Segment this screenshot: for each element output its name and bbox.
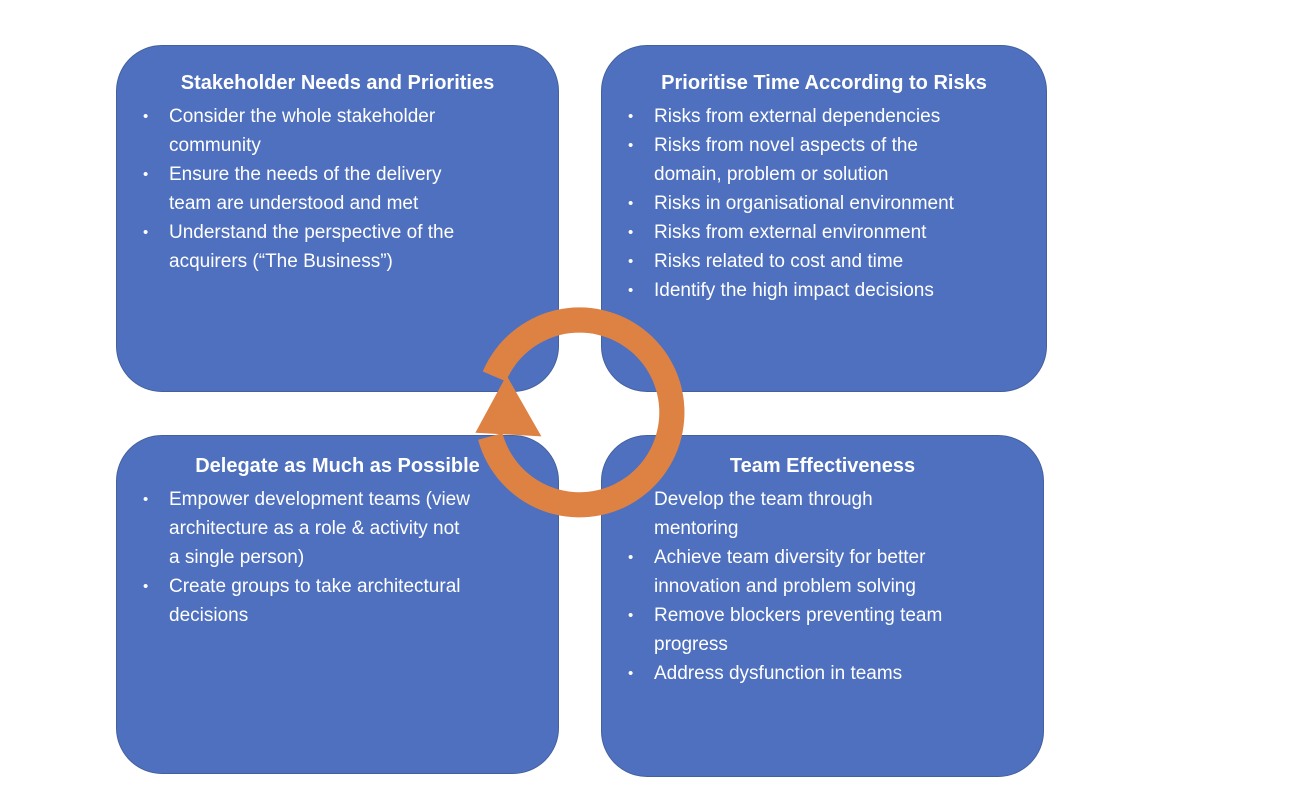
panel-title: Delegate as Much as Possible (195, 455, 480, 477)
bullet-item (143, 572, 548, 630)
bullet-item (628, 659, 1033, 688)
bullet-item (143, 218, 548, 276)
bullet-list (117, 102, 558, 276)
bullet-line: Risks from external environment (654, 222, 927, 243)
bullet-line: architecture as a role & activity not (169, 518, 460, 539)
bullet-line: Ensure the needs of the delivery (169, 164, 442, 185)
bullet-text (169, 218, 548, 276)
bullet-item (628, 247, 1036, 276)
bullet-line: Achieve team diversity for better (654, 547, 926, 568)
bullet-icon: • (628, 253, 634, 270)
bullet-icon: • (143, 491, 149, 508)
bullet-item (628, 131, 1036, 189)
panel-title: Stakeholder Needs and Priorities (180, 72, 495, 94)
bullet-icon: • (628, 108, 634, 125)
bullet-line: Risks from external dependencies (654, 106, 941, 127)
bullet-line: community (169, 135, 261, 156)
bullet-text (654, 485, 1033, 543)
bullet-icon: • (143, 166, 149, 183)
bullet-text (654, 189, 1036, 218)
bullet-text (654, 276, 1036, 305)
bullet-line: Remove blockers preventing team (654, 605, 943, 626)
bullet-text (654, 102, 1036, 131)
bullet-line: domain, problem or solution (654, 164, 889, 185)
bullet-line: decisions (169, 605, 249, 626)
bullet-text (654, 218, 1036, 247)
bullet-text (654, 601, 1033, 659)
bullet-item (628, 189, 1036, 218)
bullet-line: acquirers (“The Business”) (169, 251, 393, 272)
bullet-icon: • (628, 607, 634, 624)
bullet-line: team are understood and met (169, 193, 419, 214)
bullet-icon: • (628, 282, 634, 299)
bullet-line: Risks from novel aspects of the (654, 135, 918, 156)
bullet-line: Address dysfunction in teams (654, 663, 903, 684)
bullet-icon: • (143, 108, 149, 125)
arrow-head (475, 375, 541, 436)
bullet-text (654, 247, 1036, 276)
circular-arrow-icon (464, 297, 695, 528)
bullet-line: Risks related to cost and time (654, 251, 904, 272)
bullet-line: Empower development teams (view (169, 489, 470, 510)
bullet-line: a single person) (169, 547, 305, 568)
bullet-line: Understand the perspective of the (169, 222, 455, 243)
bullet-line: innovation and problem solving (654, 576, 916, 597)
bullet-text (169, 572, 548, 630)
bullet-icon: • (628, 665, 634, 682)
bullet-icon: • (628, 224, 634, 241)
bullet-item (628, 218, 1036, 247)
bullet-icon: • (143, 578, 149, 595)
bullet-icon: • (628, 549, 634, 566)
bullet-item (628, 543, 1033, 601)
panel-title: Prioritise Time According to Risks (661, 72, 987, 94)
bullet-line: progress (654, 634, 728, 655)
bullet-icon: • (143, 224, 149, 241)
bullet-item (143, 102, 548, 160)
bullet-text (169, 160, 548, 218)
bullet-text (654, 543, 1033, 601)
bullet-line: Risks in organisational environment (654, 193, 954, 214)
bullet-text (169, 102, 548, 160)
bullet-text (654, 659, 1033, 688)
bullet-line: Create groups to take architectural (169, 576, 461, 597)
bullet-line: Develop the team through (654, 489, 873, 510)
bullet-text (654, 131, 1036, 189)
panel-title: Team Effectiveness (729, 455, 916, 477)
bullet-item (143, 160, 548, 218)
bullet-line: Identify the high impact decisions (654, 280, 934, 301)
bullet-line: mentoring (654, 518, 739, 539)
bullet-list (602, 102, 1046, 305)
bullet-icon: • (628, 137, 634, 154)
bullet-line: Consider the whole stakeholder (169, 106, 436, 127)
bullet-item (628, 601, 1033, 659)
bullet-icon: • (628, 195, 634, 212)
bullet-item (628, 102, 1036, 131)
